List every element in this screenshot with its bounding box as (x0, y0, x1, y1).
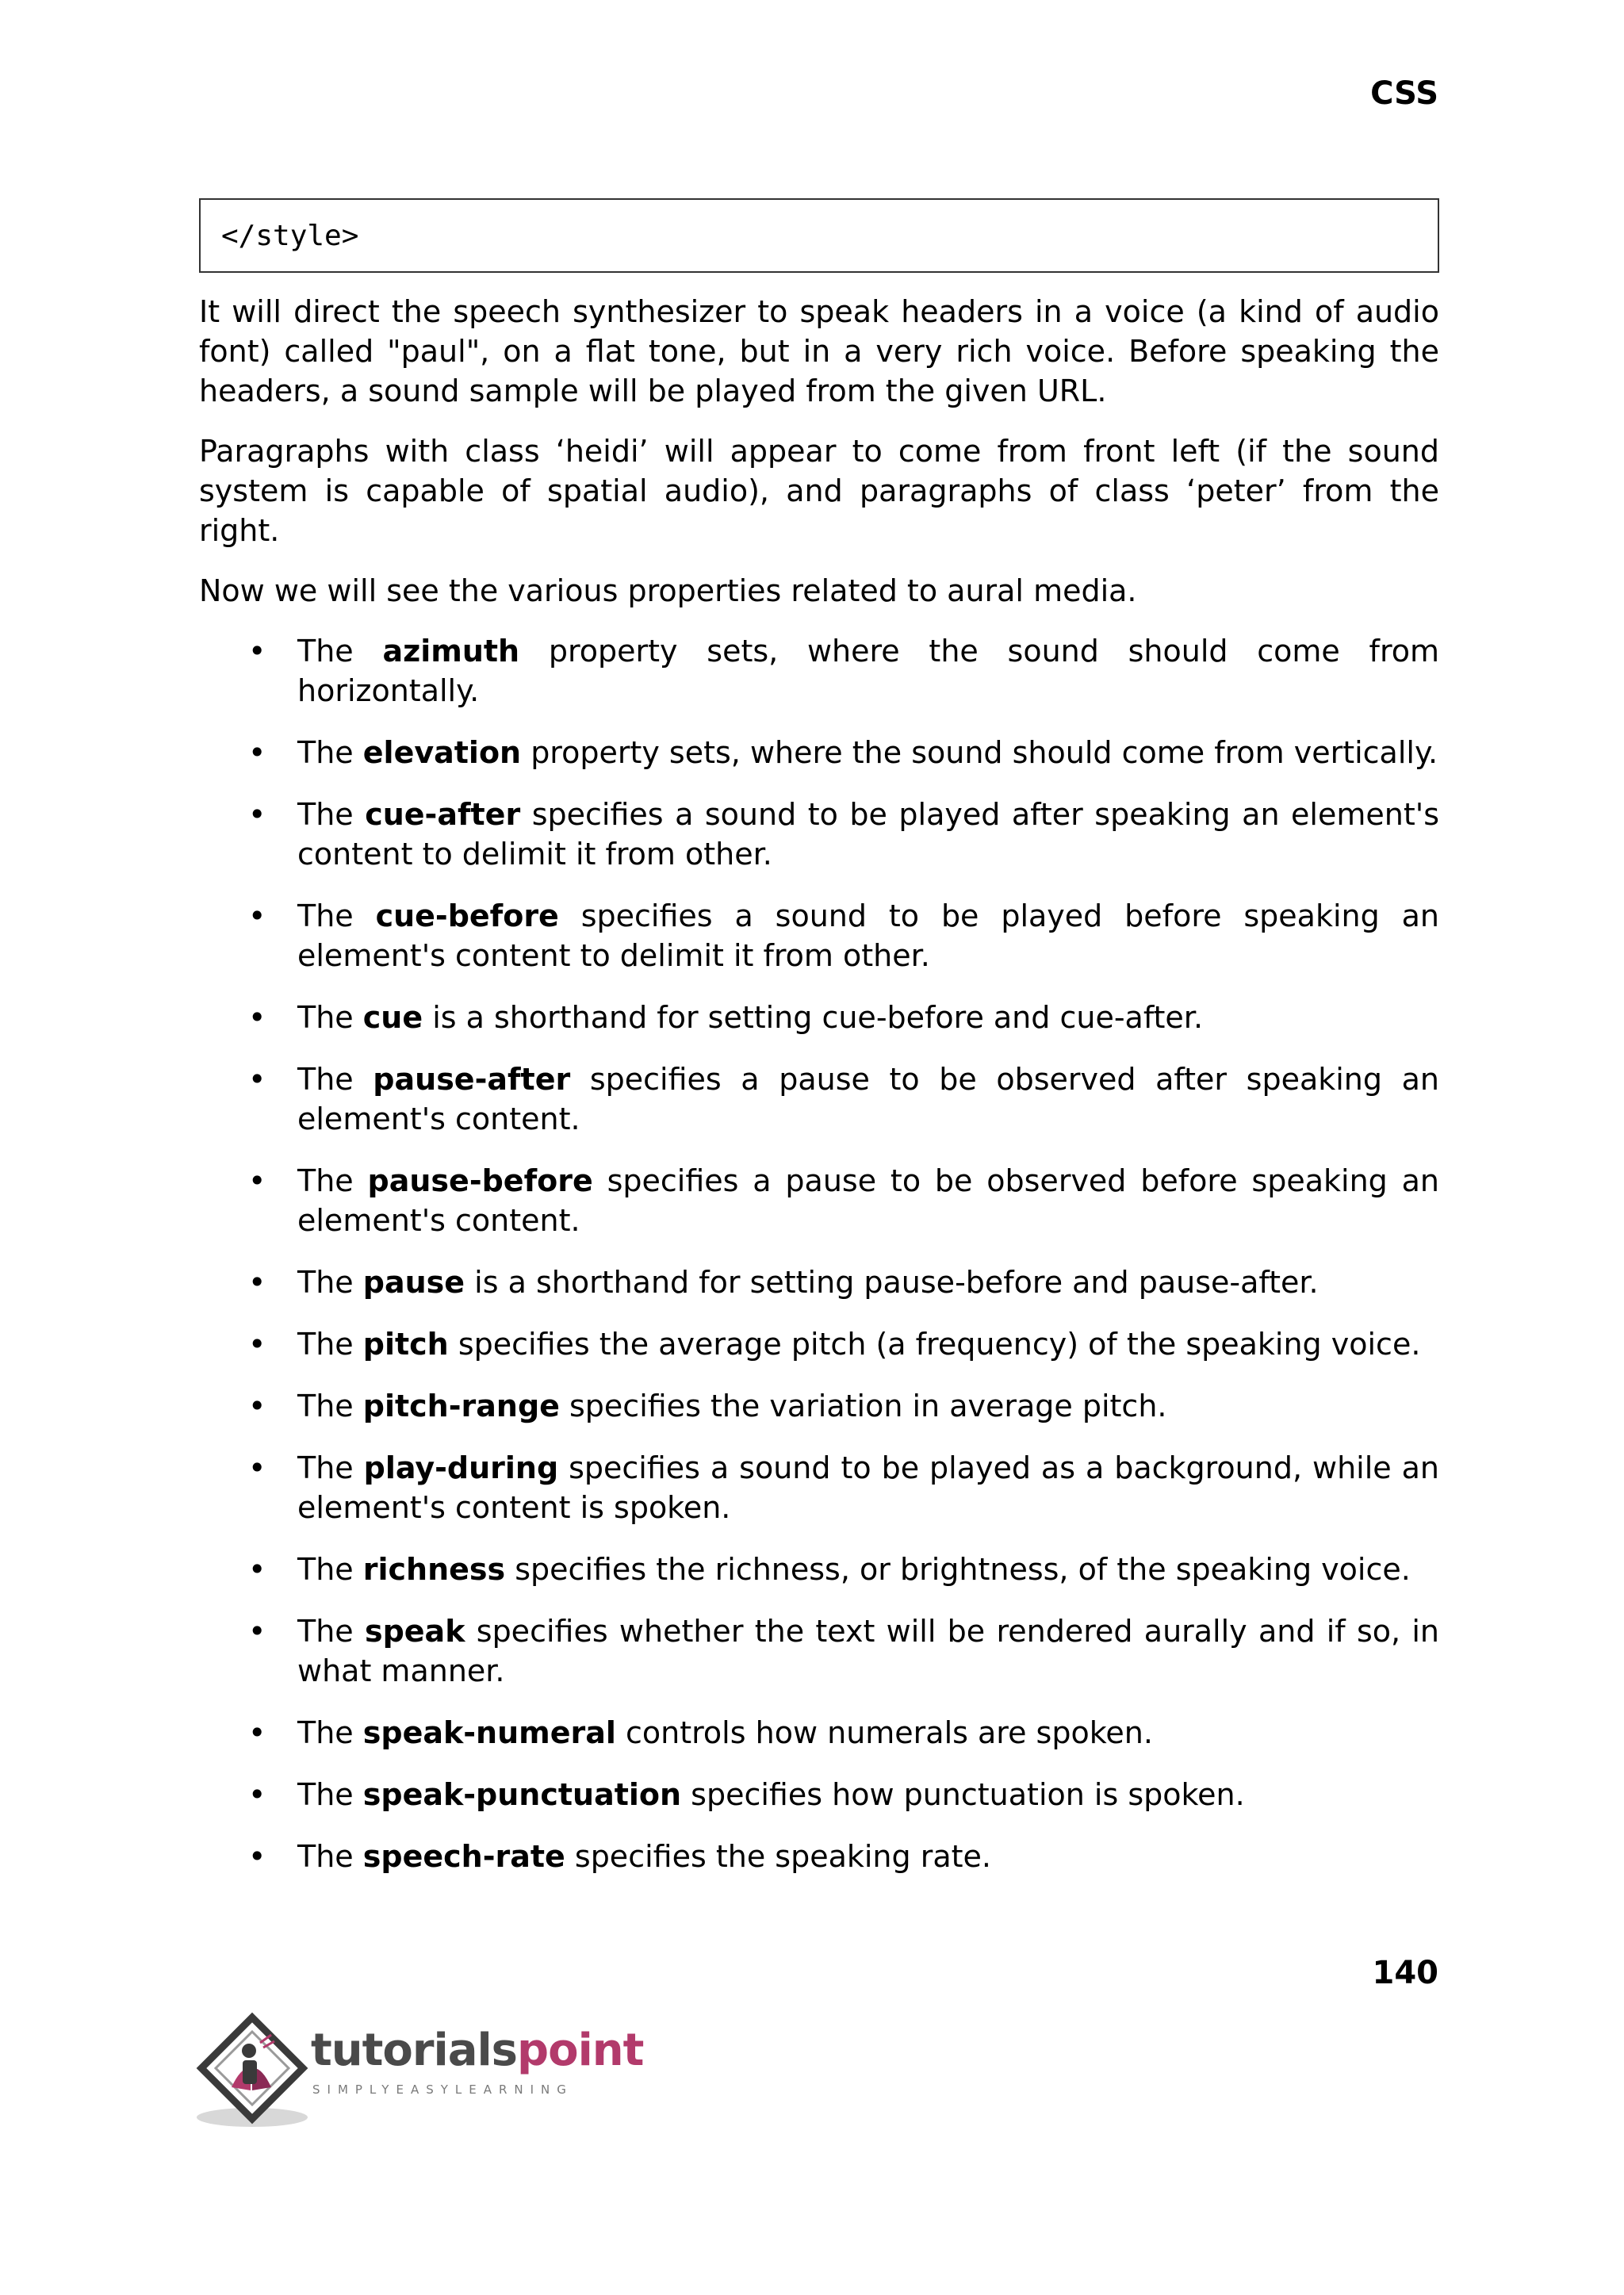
list-item (199, 1262, 1439, 1302)
list-item-prefix: The (297, 898, 376, 933)
logo-wordmark (311, 2025, 644, 2076)
property-name: speak (364, 1614, 465, 1649)
property-name: cue (362, 1000, 423, 1035)
list-item-description: specifies a sound to be played after speaking an element's content to delimit it from other. (297, 797, 1439, 872)
list-item-description: controls how numerals are spoken. (615, 1715, 1153, 1750)
list-item (199, 733, 1439, 772)
list-item-description: specifies whether the text will be rendered aurally and if so, in what manner. (297, 1614, 1439, 1688)
list-item-description: is a shorthand for setting pause-before and pause-after. (465, 1265, 1319, 1300)
property-name: pause (362, 1265, 465, 1300)
list-item-description: specifies the average pitch (a frequency) of the speaking voice. (448, 1327, 1421, 1362)
bullet-icon: • (248, 634, 266, 669)
list-item-prefix: The (297, 735, 363, 770)
bullet-icon: • (248, 1777, 266, 1812)
bullet-icon: • (248, 1062, 266, 1097)
property-name: pitch (362, 1327, 449, 1362)
list-item-description: property sets, where the sound should come from horizontally. (297, 634, 1439, 708)
bullet-icon: • (248, 1614, 266, 1649)
list-item (199, 1550, 1439, 1589)
property-name: pitch-range (362, 1389, 560, 1423)
list-item-description: specifies a pause to be observed before speaking an element's content. (297, 1163, 1439, 1238)
list-item-prefix: The (297, 1715, 363, 1750)
list-item-prefix: The (297, 797, 366, 832)
list-item (199, 1059, 1439, 1139)
bullet-icon: • (248, 1715, 266, 1750)
list-item (199, 1386, 1439, 1426)
logo-tagline: SIMPLYEASYLEARNING (312, 2082, 573, 2097)
logo-word-tutorials: tutorials (311, 2025, 518, 2076)
list-item-description: property sets, where the sound should come from vertically. (521, 735, 1438, 770)
logo-word-point: point (517, 2025, 644, 2076)
list-item-prefix: The (297, 1327, 363, 1362)
property-name: azimuth (382, 634, 520, 669)
list-item-description: specifies how punctuation is spoken. (681, 1777, 1245, 1812)
list-item-prefix: The (297, 1552, 363, 1587)
list-item (199, 1161, 1439, 1240)
property-name: speech-rate (362, 1839, 565, 1874)
list-item (199, 1775, 1439, 1814)
list-item-prefix: The (297, 1450, 364, 1485)
list-item-description: specifies a pause to be observed after speaking an element's content. (297, 1062, 1439, 1136)
property-name: pause-before (367, 1163, 593, 1198)
list-item-prefix: The (297, 1000, 363, 1035)
list-item-description: specifies a sound to be played before speaking an element's content to delimit it from other. (297, 898, 1439, 973)
list-item (199, 998, 1439, 1037)
tutorialspoint-logo (195, 2011, 644, 2130)
bullet-icon: • (248, 1265, 266, 1300)
bullet-icon: • (248, 1839, 266, 1874)
bullet-icon: • (248, 797, 266, 832)
bullet-icon: • (248, 735, 266, 770)
list-item (199, 1713, 1439, 1753)
property-name: cue-after (365, 797, 521, 832)
list-item-description: specifies a sound to be played as a background, while an element's content is spoken. (297, 1450, 1439, 1525)
list-item-prefix: The (297, 1777, 363, 1812)
list-item-description: specifies the richness, or brightness, of the speaking voice. (505, 1552, 1411, 1587)
list-item-prefix: The (297, 1389, 363, 1423)
list-item (199, 795, 1439, 874)
property-name: elevation (362, 735, 522, 770)
list-item-description: specifies the variation in average pitch. (559, 1389, 1167, 1423)
list-item (199, 631, 1439, 711)
bullet-icon: • (248, 1327, 266, 1362)
property-name: play-during (363, 1450, 559, 1485)
bullet-icon: • (248, 1163, 266, 1198)
page-content (199, 198, 1439, 1898)
aural-properties-list (199, 631, 1439, 1876)
code-block: </style> (199, 198, 1439, 273)
running-header-title: CSS (1370, 75, 1438, 112)
list-item-description: specifies the speaking rate. (565, 1839, 991, 1874)
property-name: cue-before (375, 898, 559, 933)
list-item (199, 1611, 1439, 1691)
bullet-icon: • (248, 1552, 266, 1587)
list-item (199, 1324, 1439, 1364)
list-item-prefix: The (297, 634, 383, 669)
property-name: speak-punctuation (362, 1777, 682, 1812)
paragraph-properties-intro: Now we will see the various properties related to aural media. (199, 573, 1137, 608)
property-name: pause-after (373, 1062, 571, 1097)
page-number: 140 (1372, 1955, 1438, 1991)
list-item-prefix: The (297, 1614, 365, 1649)
list-item (199, 1448, 1439, 1527)
bullet-icon: • (248, 1389, 266, 1423)
list-item (199, 896, 1439, 975)
property-name: richness (362, 1552, 506, 1587)
list-item-prefix: The (297, 1062, 373, 1097)
bullet-icon: • (248, 1450, 266, 1485)
list-item-prefix: The (297, 1265, 363, 1300)
list-item (199, 1837, 1439, 1876)
bullet-icon: • (248, 1000, 266, 1035)
list-item-description: is a shorthand for setting cue-before and cue-after. (423, 1000, 1204, 1035)
list-item-prefix: The (297, 1839, 363, 1874)
paragraph-speech-synthesizer: It will direct the speech synthesizer to speak headers in a voice (a kind of audio font) called "paul", on a flat tone, but in a very rich voice. Before speaking the headers, a sound sample will be played from the given URL. (199, 294, 1439, 408)
logo-diamond-icon (195, 2011, 314, 2130)
list-item-prefix: The (297, 1163, 368, 1198)
property-name: speak-numeral (362, 1715, 616, 1750)
paragraph-spatial-audio: Paragraphs with class ‘heidi’ will appear to come from front left (if the sound system is capable of spatial audio), and paragraphs of class ‘peter’ from the right. (199, 434, 1439, 548)
bullet-icon: • (248, 898, 266, 933)
